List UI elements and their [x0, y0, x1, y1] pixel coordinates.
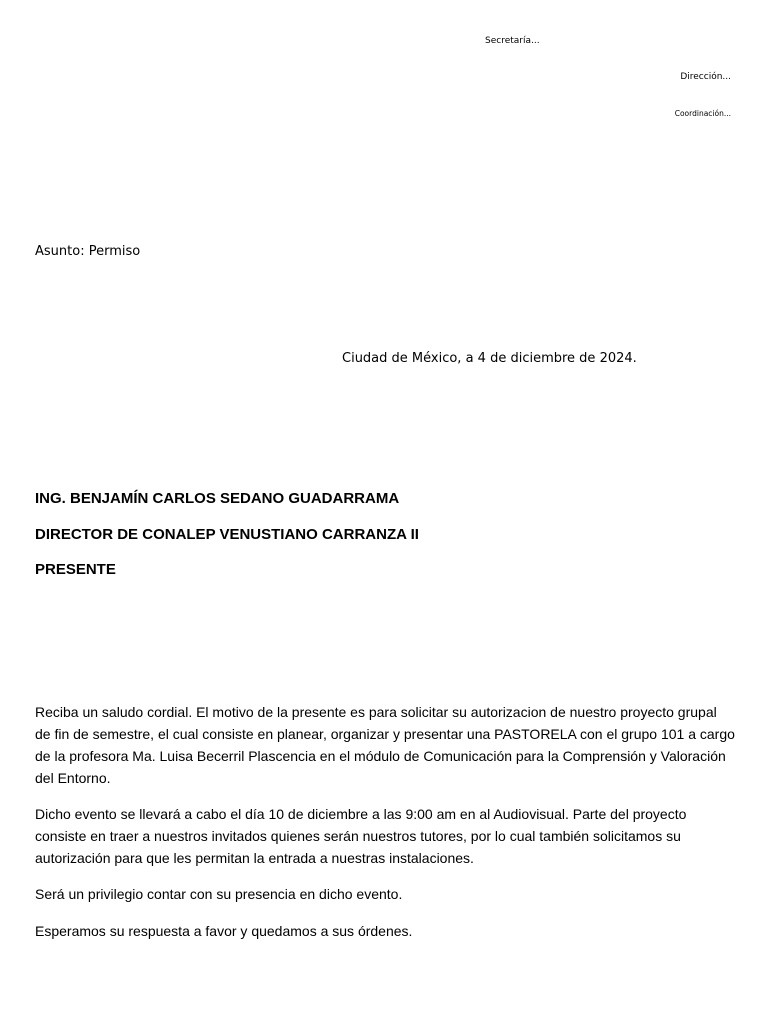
subject-line: Asunto: Permiso — [35, 244, 141, 259]
header-secretaria: Secretaría... — [485, 36, 540, 46]
body-paragraph-2: Dicho evento se llevará a cabo el día 10 de diciembre a las 9:00 am en al Audiovisual. Parte del proyecto consiste en traer a nuestros invitados quienes serán nuestros tutores, por lo cual también solicitamos su autorización para que les permitan la entrada a nuestras instalaciones. — [35, 806, 687, 866]
recipient-position: DIRECTOR DE CONALEP VENUSTIANO CARRANZA II — [35, 526, 419, 543]
header-direccion: Dirección... — [680, 72, 731, 82]
recipient-presente: PRESENTE — [35, 561, 116, 578]
place-date: Ciudad de México, a 4 de diciembre de 2024. — [342, 351, 637, 366]
body-paragraph-1: Reciba un saludo cordial. El motivo de la presente es para solicitar su autorizacion de nuestro proyecto grupal de fin de semestre, el cual consiste en planear, organizar y presentar una PASTORELA con el grupo 101 a cargo de la profesora Ma. Luisa Becerril Plascencia en el módulo de Comunicación para la Comprensión y Valoración del Entorno. — [35, 704, 735, 786]
recipient-name: ING. BENJAMÍN CARLOS SEDANO GUADARRAMA — [35, 490, 400, 507]
body-paragraph-3: Será un privilegio contar con su presencia en dicho evento. — [35, 886, 403, 902]
header-coordinacion: Coordinación... — [674, 109, 731, 118]
body-paragraph-4: Esperamos su respuesta a favor y quedamos a sus órdenes. — [35, 923, 413, 939]
